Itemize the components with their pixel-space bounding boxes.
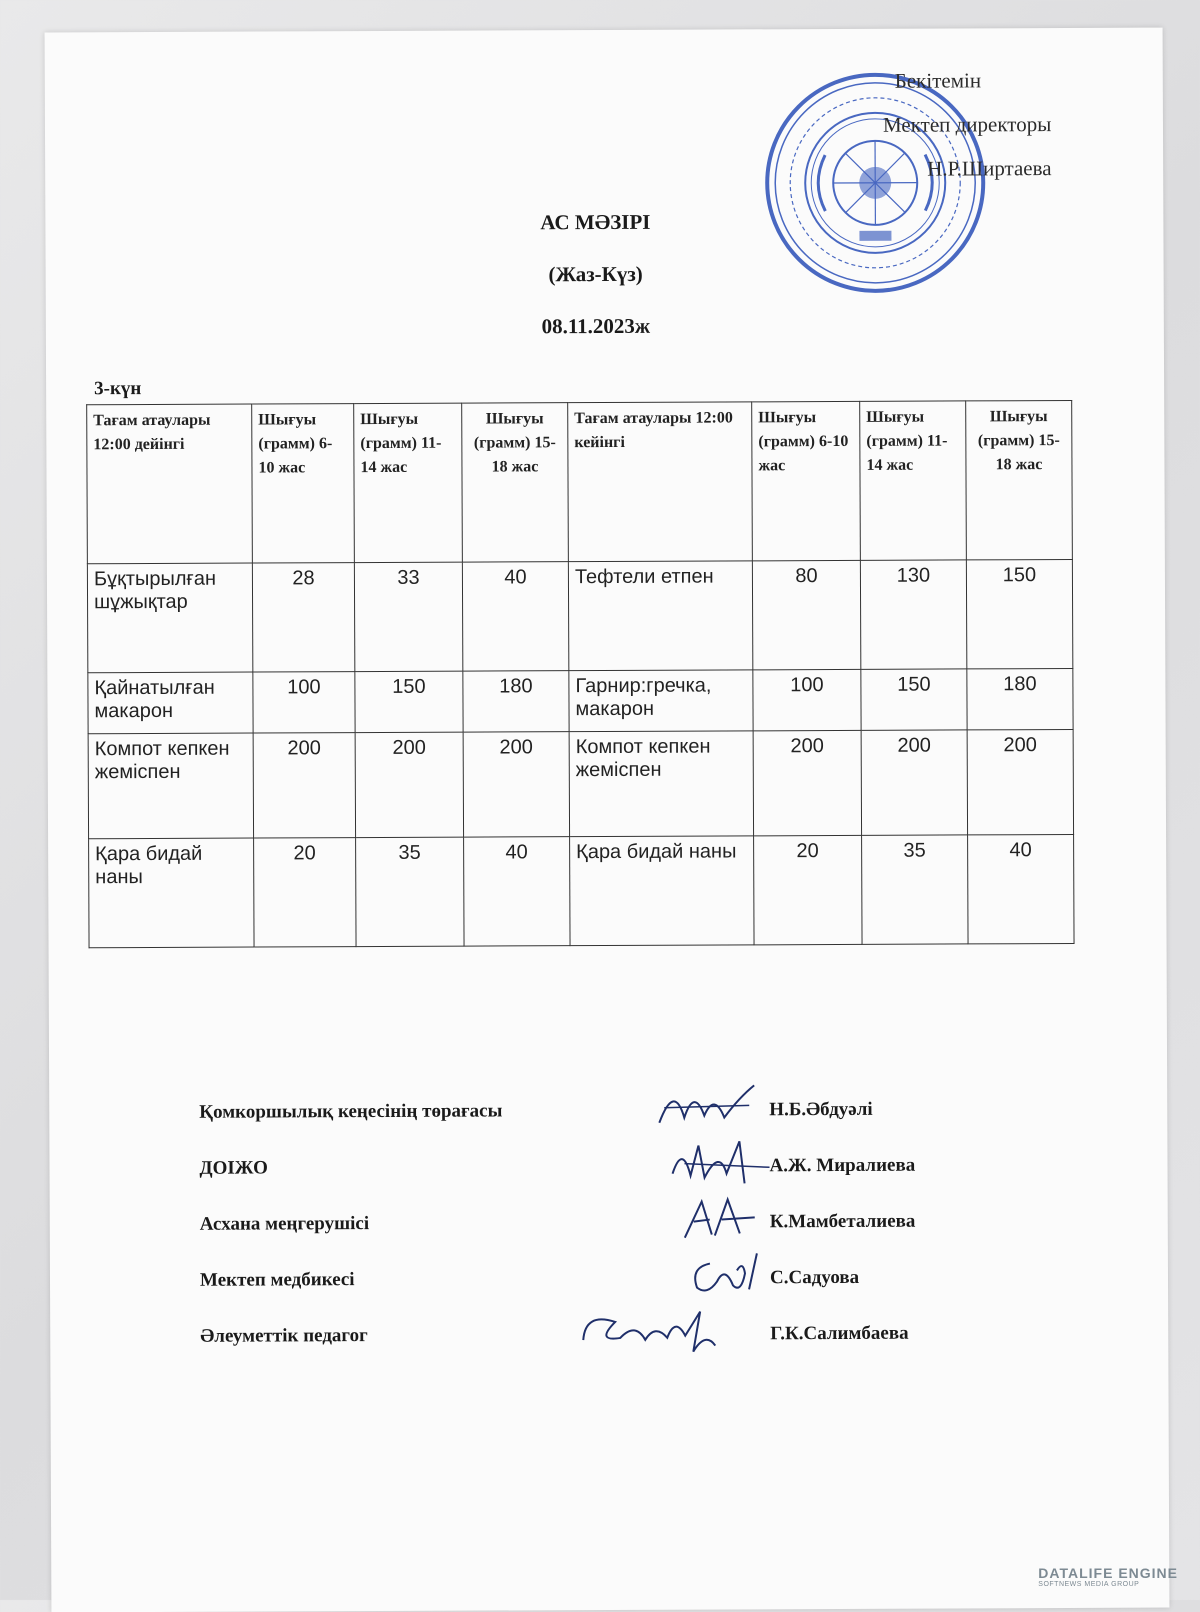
value-cell: 200	[967, 729, 1073, 834]
value-cell: 200	[253, 733, 355, 838]
value-cell: 33	[354, 562, 462, 671]
dish-cell: Қара бидай наны	[89, 838, 254, 948]
handwritten-signature-icon	[664, 1133, 774, 1193]
value-cell: 200	[463, 732, 569, 837]
value-cell: 40	[968, 834, 1074, 943]
signer-role: ДОІЖО	[199, 1157, 267, 1179]
value-cell: 150	[355, 671, 463, 732]
header-cell: Тағам атаулары 12:00 кейінгі	[568, 402, 753, 562]
value-cell: 20	[754, 835, 862, 944]
table-row	[87, 559, 1072, 672]
value-cell: 100	[253, 672, 355, 733]
handwritten-signature-icon	[654, 1077, 764, 1137]
value-cell: 200	[861, 730, 967, 835]
value-cell: 80	[752, 560, 860, 669]
handwritten-signature-icon	[680, 1189, 760, 1249]
signature-row	[199, 1154, 999, 1213]
menu-table	[86, 400, 1074, 948]
value-cell: 100	[753, 669, 861, 730]
approval-block	[845, 58, 1052, 191]
day-label: 3-күн	[94, 378, 141, 400]
approval-position: Мектеп директоры	[883, 102, 1052, 147]
signer-name: Г.К.Салимбаева	[770, 1323, 908, 1346]
header-cell: Шығуы (грамм) 15-18 жас	[462, 403, 569, 562]
dish-cell: Компот кепкен жеміспен	[569, 731, 753, 837]
approval-title: Бекітемін	[895, 58, 1052, 103]
value-cell: 200	[753, 730, 861, 835]
value-cell: 40	[462, 562, 568, 671]
dish-cell: Бұқтырылған шұжықтар	[87, 563, 252, 673]
table-row	[88, 668, 1073, 733]
header-cell: Тағам атаулары 12:00 дейінгі	[87, 404, 253, 564]
menu-document	[45, 28, 1170, 1612]
value-cell: 40	[464, 837, 570, 946]
signature-row	[200, 1210, 1000, 1269]
signer-name: К.Мамбеталиева	[770, 1211, 916, 1234]
table-header-row	[87, 400, 1073, 563]
watermark-tagline: SOFTNEWS MEDIA GROUP	[1038, 1581, 1178, 1588]
value-cell: 180	[967, 668, 1073, 729]
table-row	[89, 834, 1074, 947]
value-cell: 20	[254, 838, 356, 947]
dish-cell: Қара бидай наны	[570, 836, 754, 946]
value-cell: 150	[861, 669, 967, 730]
handwritten-signature-icon	[685, 1245, 765, 1305]
handwritten-signature-icon	[575, 1301, 725, 1362]
document-date: 08.11.2023ж	[46, 312, 1146, 342]
value-cell: 28	[252, 563, 354, 672]
signer-role: Әлеуметтік педагог	[200, 1325, 368, 1348]
dish-cell: Тефтели етпен	[568, 561, 752, 671]
value-cell: 150	[966, 559, 1072, 668]
signature-row	[200, 1322, 1000, 1381]
header-cell: Шығуы (грамм) 11-14 жас	[860, 401, 967, 560]
dish-cell: Гарнир:гречка, макарон	[569, 670, 753, 732]
document-title: АС МӘЗІРІ	[45, 208, 1145, 238]
signer-role: Асхана меңгерушісі	[200, 1213, 369, 1236]
signature-row	[199, 1098, 999, 1157]
signer-name: А.Ж. Миралиева	[769, 1155, 915, 1178]
value-cell: 130	[860, 560, 966, 669]
header-cell: Шығуы (грамм) 15-18 жас	[966, 400, 1073, 559]
value-cell: 35	[356, 837, 464, 946]
table-row	[88, 729, 1073, 838]
watermark-brand: DATALIFE ENGINE	[1038, 1565, 1178, 1581]
datalife-engine-watermark	[1038, 1565, 1178, 1588]
signer-name: Н.Б.Әбдуәлі	[769, 1099, 872, 1121]
dish-cell: Компот кепкен жеміспен	[88, 733, 253, 839]
value-cell: 35	[862, 835, 968, 944]
signer-role: Мектеп медбикесі	[200, 1269, 355, 1292]
approval-director-name: Н.Р.Ширтаева	[927, 146, 1052, 191]
document-season: (Жаз-Күз)	[46, 260, 1146, 290]
dish-cell: Қайнатылған макарон	[88, 672, 253, 734]
signatures-block	[199, 1098, 1000, 1381]
header-cell: Шығуы (грамм) 6-10 жас	[752, 401, 861, 560]
header-cell: Шығуы (грамм) 6-10 жас	[252, 404, 355, 563]
header-cell: Шығуы (грамм) 11-14 жас	[354, 403, 463, 562]
value-cell: 180	[463, 671, 569, 732]
signer-name: С.Садуова	[770, 1267, 859, 1289]
signer-role: Қомкоршылық кеңесінің төрағасы	[199, 1100, 502, 1123]
value-cell: 200	[355, 732, 463, 837]
